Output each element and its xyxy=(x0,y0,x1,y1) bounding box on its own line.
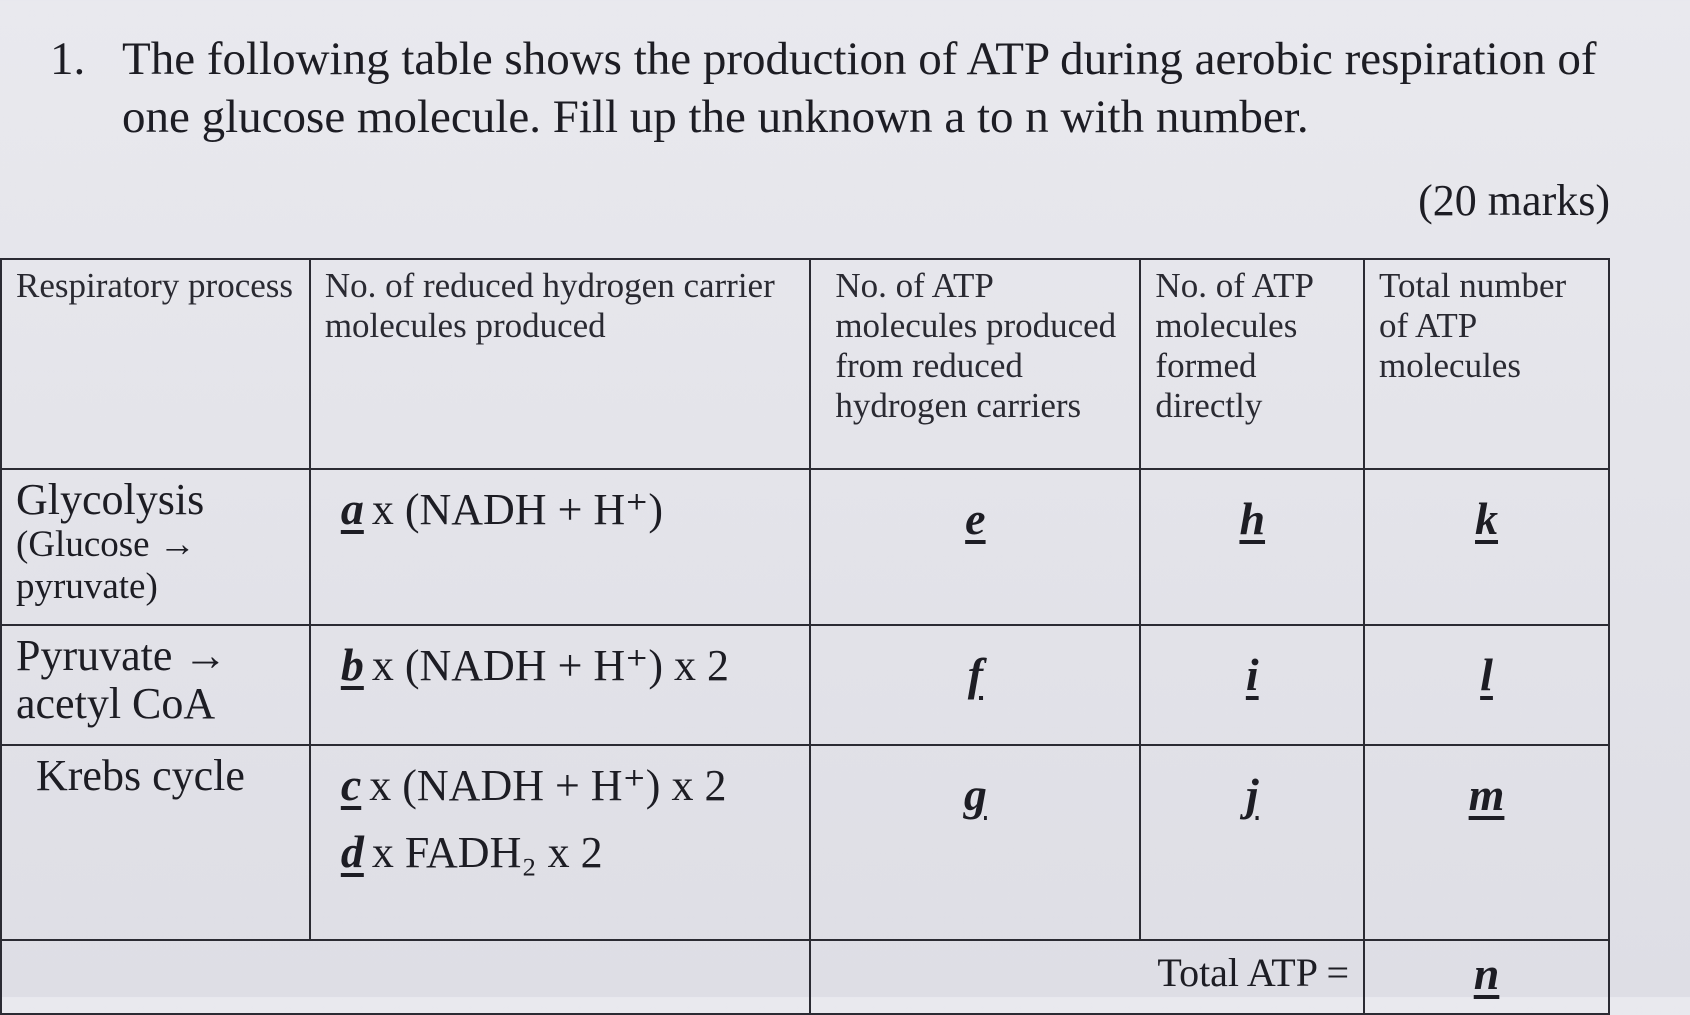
process-cell xyxy=(1,469,310,625)
process-name: Glycolysis xyxy=(16,475,205,524)
total-empty-cell xyxy=(1,940,810,1014)
carrier-cell xyxy=(310,745,811,940)
blank-i[interactable]: i xyxy=(1245,649,1259,700)
question-text: The following table shows the production of ATP during aerobic respiration of one glucose molecule. Fill up the unknown a to n with number. xyxy=(122,33,1597,143)
carrier-text: x (NADH + H⁺) x 2 xyxy=(371,641,730,690)
table-row xyxy=(1,625,1609,745)
atp-table xyxy=(0,258,1610,1015)
blank-f[interactable]: f xyxy=(967,649,984,700)
process-cell xyxy=(1,745,310,940)
header-cell: Total number of ATP molecules xyxy=(1364,259,1609,469)
total-cell xyxy=(1364,625,1609,745)
process-sub: (Glucose → pyruvate) xyxy=(16,524,196,607)
table-row xyxy=(1,469,1609,625)
process-cell xyxy=(1,625,310,745)
total-cell xyxy=(1364,745,1609,940)
from-carriers-cell xyxy=(810,745,1140,940)
blank-n[interactable]: n xyxy=(1473,948,1500,999)
header-cell: No. of reduced hydrogen carrier molecules produced xyxy=(310,259,811,469)
header-cell: Respiratory process xyxy=(1,259,310,469)
blank-e[interactable]: e xyxy=(965,493,986,544)
from-carriers-cell xyxy=(810,625,1140,745)
question xyxy=(50,30,1650,146)
process-name: Krebs cycle xyxy=(36,751,245,800)
atp-table-container xyxy=(0,258,1610,1015)
carrier-cell xyxy=(310,469,811,625)
total-label: Total ATP = xyxy=(810,940,1364,1014)
carrier-text: x (NADH + H⁺) xyxy=(371,485,664,534)
carrier-text: x (NADH + H⁺) x 2 xyxy=(369,761,727,810)
table-row xyxy=(1,745,1609,940)
blank-k[interactable]: k xyxy=(1475,493,1499,544)
blank-b[interactable]: b xyxy=(340,639,364,690)
blank-g[interactable]: g xyxy=(963,769,987,820)
question-number: 1. xyxy=(50,33,86,85)
carrier-text: x FADH₂ x 2 xyxy=(371,828,603,877)
header-cell: No. of ATP molecules produced from reduced hydrogen carriers xyxy=(810,259,1140,469)
blank-m[interactable]: m xyxy=(1468,769,1505,820)
carrier-cell xyxy=(310,625,811,745)
process-name: Pyruvate → acetyl CoA xyxy=(16,631,228,728)
blank-c[interactable]: c xyxy=(340,759,362,810)
total-value-cell xyxy=(1364,940,1609,1014)
total-row xyxy=(1,940,1609,1014)
carrier-line xyxy=(341,752,796,819)
table-header-row xyxy=(1,259,1609,469)
direct-cell xyxy=(1140,625,1364,745)
header-cell: No. of ATP molecules formed directly xyxy=(1140,259,1364,469)
blank-a[interactable]: a xyxy=(340,483,364,534)
marks-label: (20 marks) xyxy=(1418,176,1610,225)
from-carriers-cell xyxy=(810,469,1140,625)
blank-j[interactable]: j xyxy=(1245,769,1259,820)
carrier-line xyxy=(341,819,796,886)
direct-cell xyxy=(1140,469,1364,625)
total-cell xyxy=(1364,469,1609,625)
blank-l[interactable]: l xyxy=(1480,649,1493,700)
blank-h[interactable]: h xyxy=(1239,493,1266,544)
direct-cell xyxy=(1140,745,1364,940)
blank-d[interactable]: d xyxy=(340,826,364,877)
